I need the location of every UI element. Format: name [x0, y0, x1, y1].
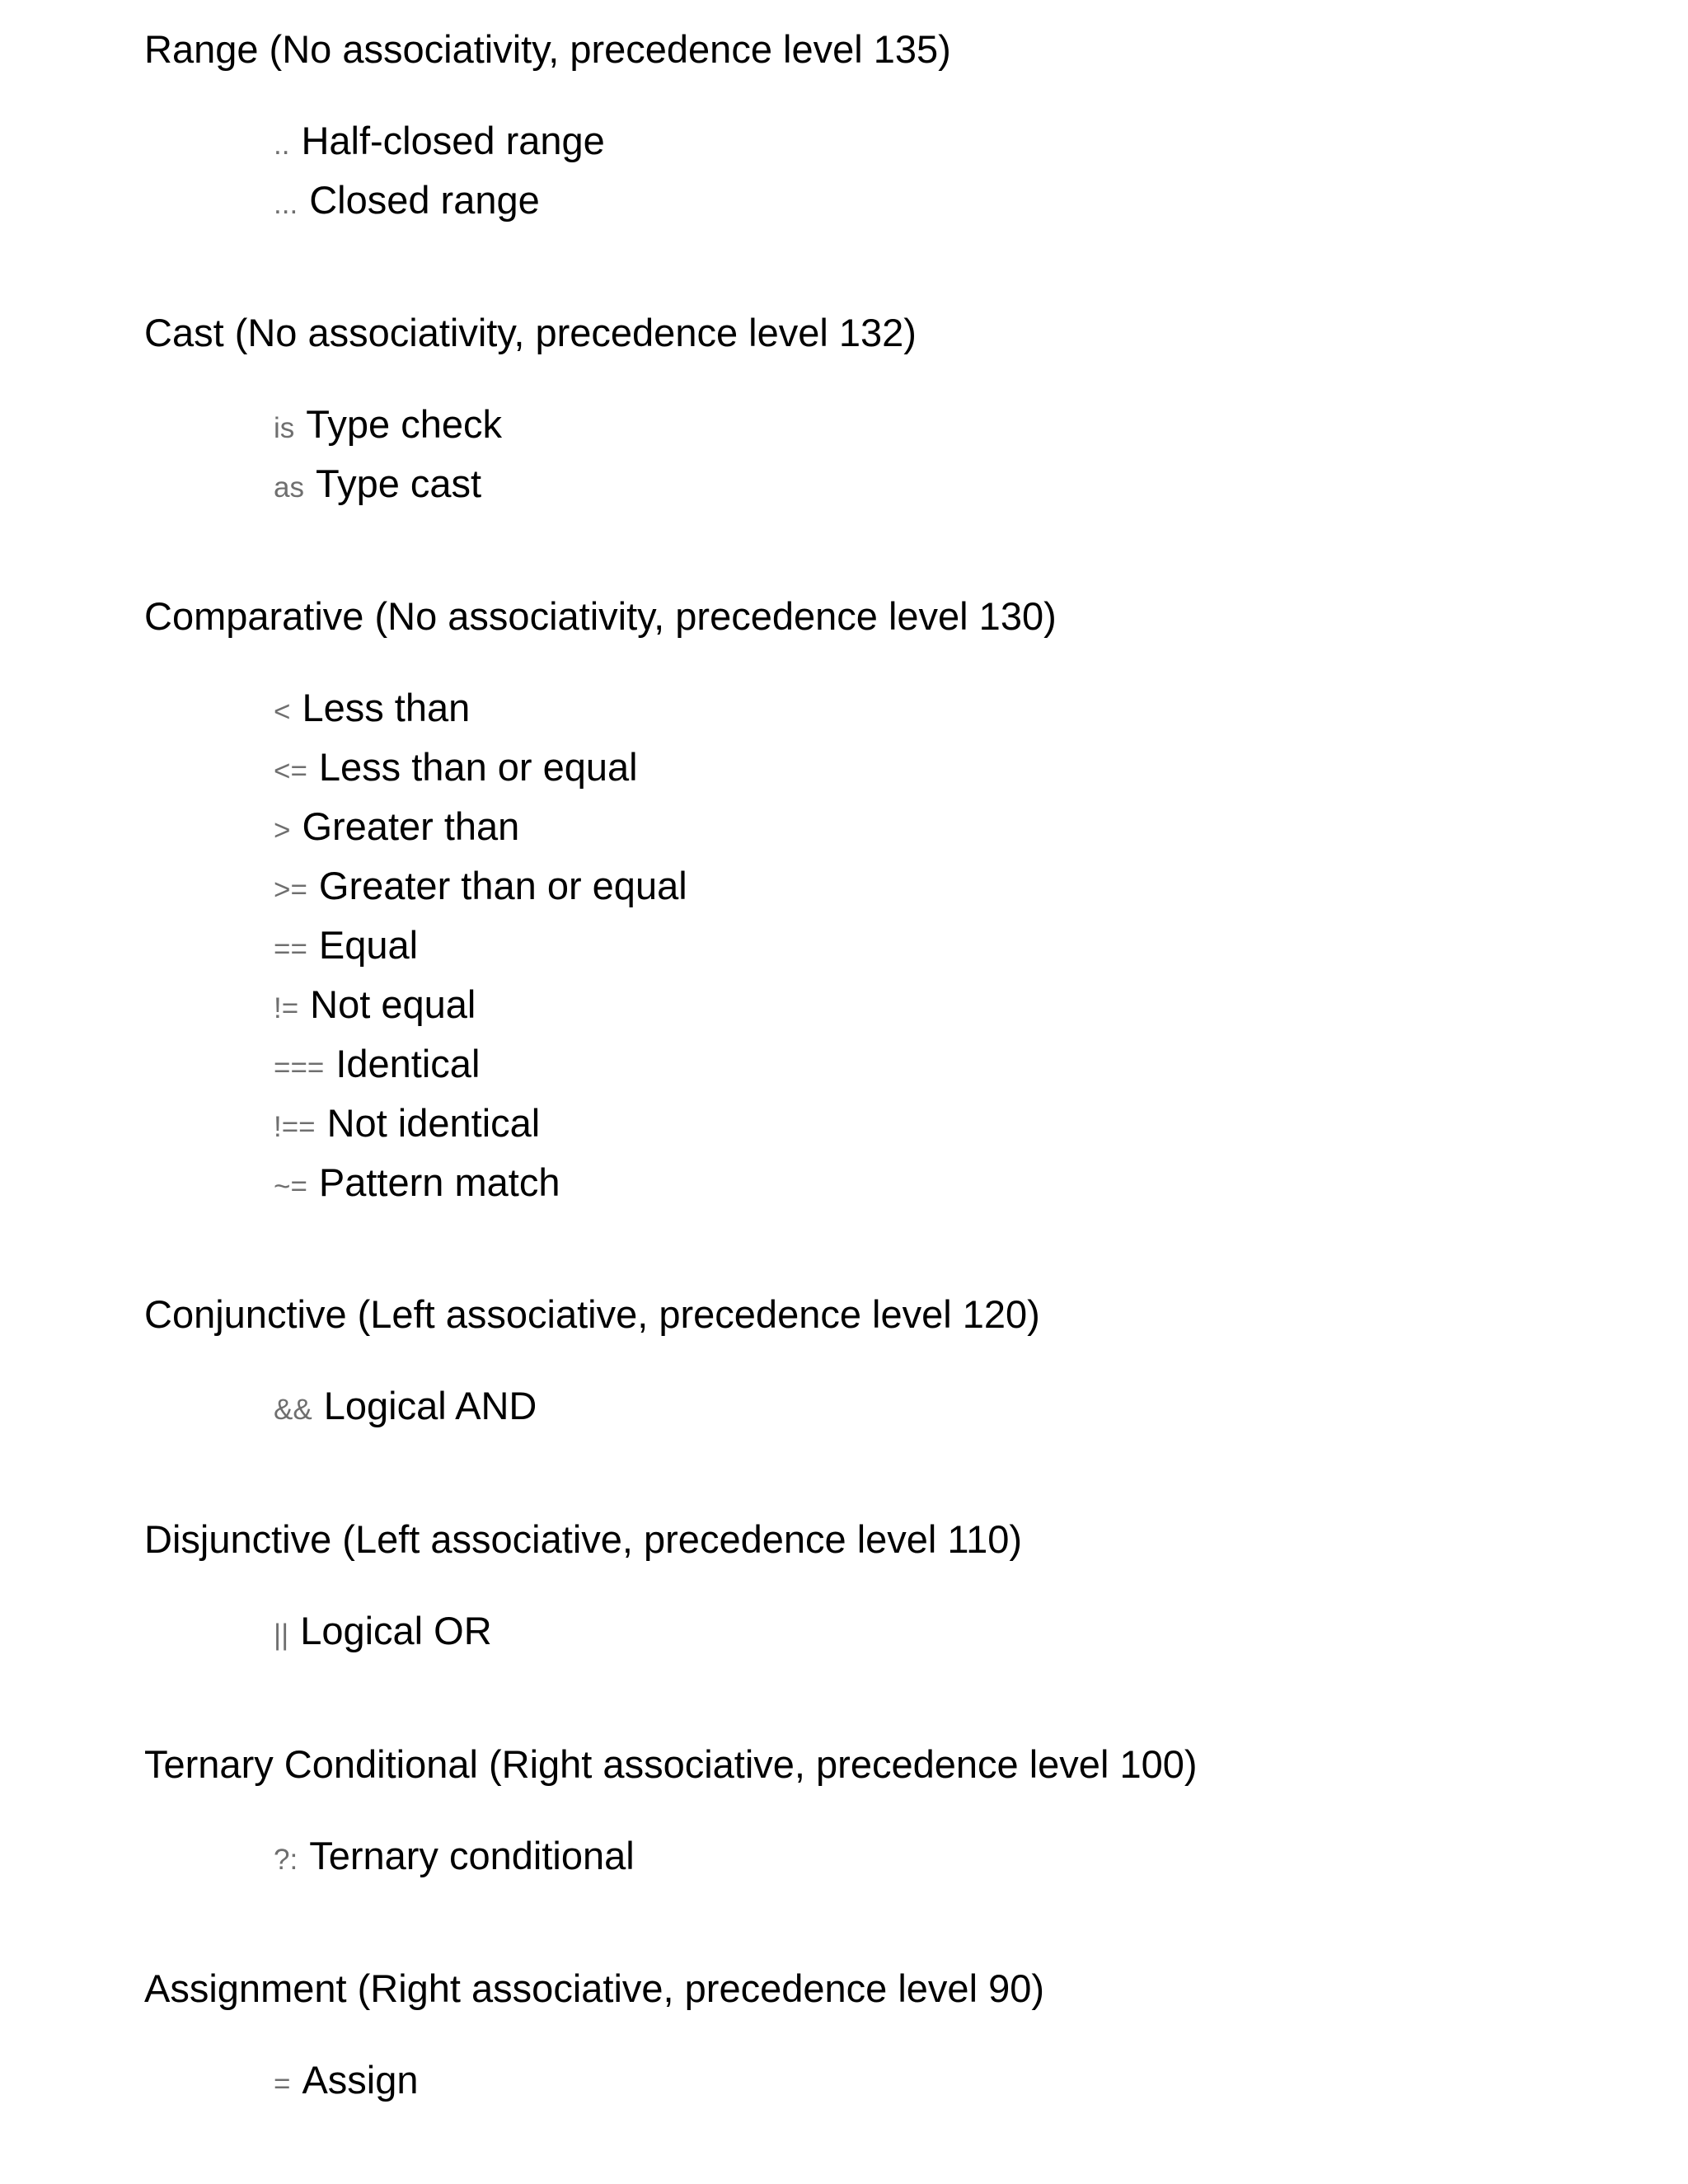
operator-symbol: ?: — [274, 1844, 298, 1876]
operator-item — [274, 738, 687, 797]
operator-description: Equal — [318, 923, 419, 967]
operator-symbol: = — [274, 2068, 291, 2100]
operator-description: Logical OR — [300, 1609, 492, 1652]
operator-symbol: == — [274, 933, 307, 965]
operator-description: Greater than — [302, 804, 520, 848]
operator-item — [274, 1376, 537, 1436]
operator-description: Less than or equal — [318, 745, 638, 789]
operator-item — [274, 975, 687, 1034]
operator-symbol: < — [274, 696, 291, 728]
operator-symbol: || — [274, 1619, 289, 1651]
operator-description: Logical AND — [323, 1384, 537, 1427]
operator-description: Not equal — [310, 982, 476, 1026]
operator-item — [274, 111, 605, 171]
operator-list — [274, 111, 605, 230]
operator-list — [274, 395, 502, 513]
operator-symbol: ~= — [274, 1170, 307, 1202]
operator-description: Half-closed range — [301, 119, 605, 162]
operator-description: Closed range — [309, 178, 540, 222]
section-heading: Range (No associativity, precedence level 135) — [144, 27, 951, 71]
section-heading: Ternary Conditional (Right associative, precedence level 100) — [144, 1742, 1198, 1786]
operator-list — [274, 2050, 419, 2110]
operator-item — [274, 2050, 419, 2110]
operator-description: Type cast — [315, 462, 482, 505]
operator-description: Not identical — [326, 1101, 541, 1145]
operator-list — [274, 1601, 492, 1661]
operator-item — [274, 1826, 635, 1886]
section-heading: Cast (No associativity, precedence level 132) — [144, 311, 917, 354]
operator-description: Identical — [335, 1042, 481, 1085]
operator-item — [274, 1153, 687, 1212]
operator-description: Less than — [302, 686, 471, 729]
operator-symbol: as — [274, 471, 304, 504]
operator-item — [274, 454, 502, 513]
operator-symbol: >= — [274, 874, 307, 906]
operator-item — [274, 678, 687, 738]
section-heading: Assignment (Right associative, precedence level 90) — [144, 1966, 1044, 2010]
operator-description: Ternary conditional — [309, 1834, 635, 1877]
operator-description: Assign — [302, 2058, 419, 2102]
operator-description: Pattern match — [318, 1160, 560, 1204]
operator-symbol: <= — [274, 755, 307, 787]
operator-description: Greater than or equal — [318, 864, 687, 907]
operator-item — [274, 1034, 687, 1094]
operator-description: Type check — [306, 402, 503, 446]
operator-symbol: !== — [274, 1111, 316, 1143]
section-heading: Disjunctive (Left associative, precedence level 110) — [144, 1517, 1023, 1561]
operator-item — [274, 856, 687, 916]
operator-item — [274, 797, 687, 856]
operator-symbol: && — [274, 1394, 312, 1426]
operator-symbol: ... — [274, 188, 298, 220]
operator-symbol: > — [274, 814, 291, 846]
section-heading: Conjunctive (Left associative, precedence level 120) — [144, 1292, 1040, 1336]
operator-symbol: .. — [274, 129, 290, 161]
operator-item — [274, 1094, 687, 1153]
operator-symbol: is — [274, 412, 295, 444]
operator-symbol: != — [274, 992, 299, 1024]
operator-item — [274, 395, 502, 454]
operator-item — [274, 916, 687, 975]
operator-symbol: === — [274, 1052, 325, 1084]
operator-item — [274, 171, 605, 230]
operator-list — [274, 1376, 537, 1436]
section-heading: Comparative (No associativity, precedence level 130) — [144, 594, 1057, 638]
operator-list — [274, 1826, 635, 1886]
operator-item — [274, 1601, 492, 1661]
operator-list — [274, 678, 687, 1212]
